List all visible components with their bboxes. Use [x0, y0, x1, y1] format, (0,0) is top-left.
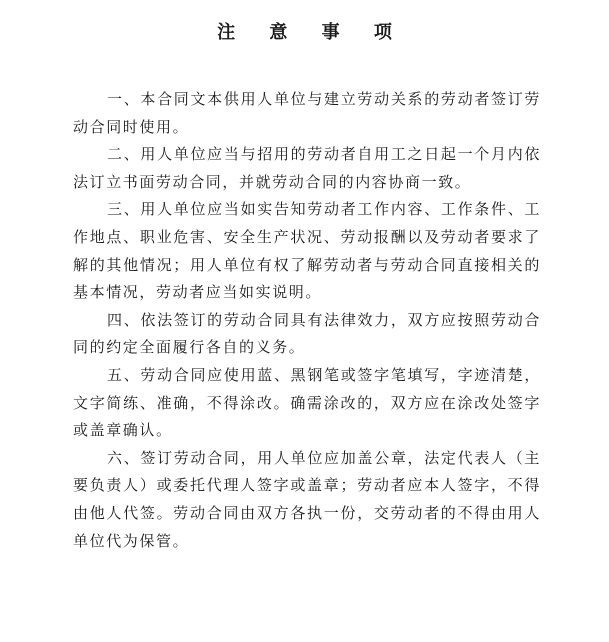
paragraph-3: 三、用人单位应当如实告知劳动者工作内容、工作条件、工作地点、职业危害、安全生产状况、劳动报酬以及劳动者要求了解的其他情况；用人单位有权了解劳动者与劳动合同直接相关的基本情况，劳动者应当如实说明。: [73, 200, 541, 302]
paragraph-4: 四、依法签订的劳动合同具有法律效力，双方应按照劳动合同的约定全面履行各自的义务。: [73, 310, 541, 357]
paragraph-6: 六、签订劳动合同，用人单位应加盖公章，法定代表人（主要负责人）或委托代理人签字或盖章；劳动者应本人签字，不得由他人代签。劳动合同由双方各执一份，交劳动者的不得由用人单位代为保管。: [73, 448, 541, 550]
paragraph-2: 二、用人单位应当与招用的劳动者自用工之日起一个月内依法订立书面劳动合同，并就劳动合同的内容协商一致。: [73, 145, 541, 191]
document-body: [73, 86, 541, 555]
page-title: 注 意 事 项: [217, 22, 406, 43]
paragraph-1: 一、本合同文本供用人单位与建立劳动关系的劳动者签订劳动合同时使用。: [73, 90, 541, 136]
paragraph-5: 五、劳动合同应使用蓝、黑钢笔或签字笔填写，字迹清楚，文字简练、准确，不得涂改。确需涂改的，双方应在涂改处签字或盖章确认。: [73, 365, 541, 440]
